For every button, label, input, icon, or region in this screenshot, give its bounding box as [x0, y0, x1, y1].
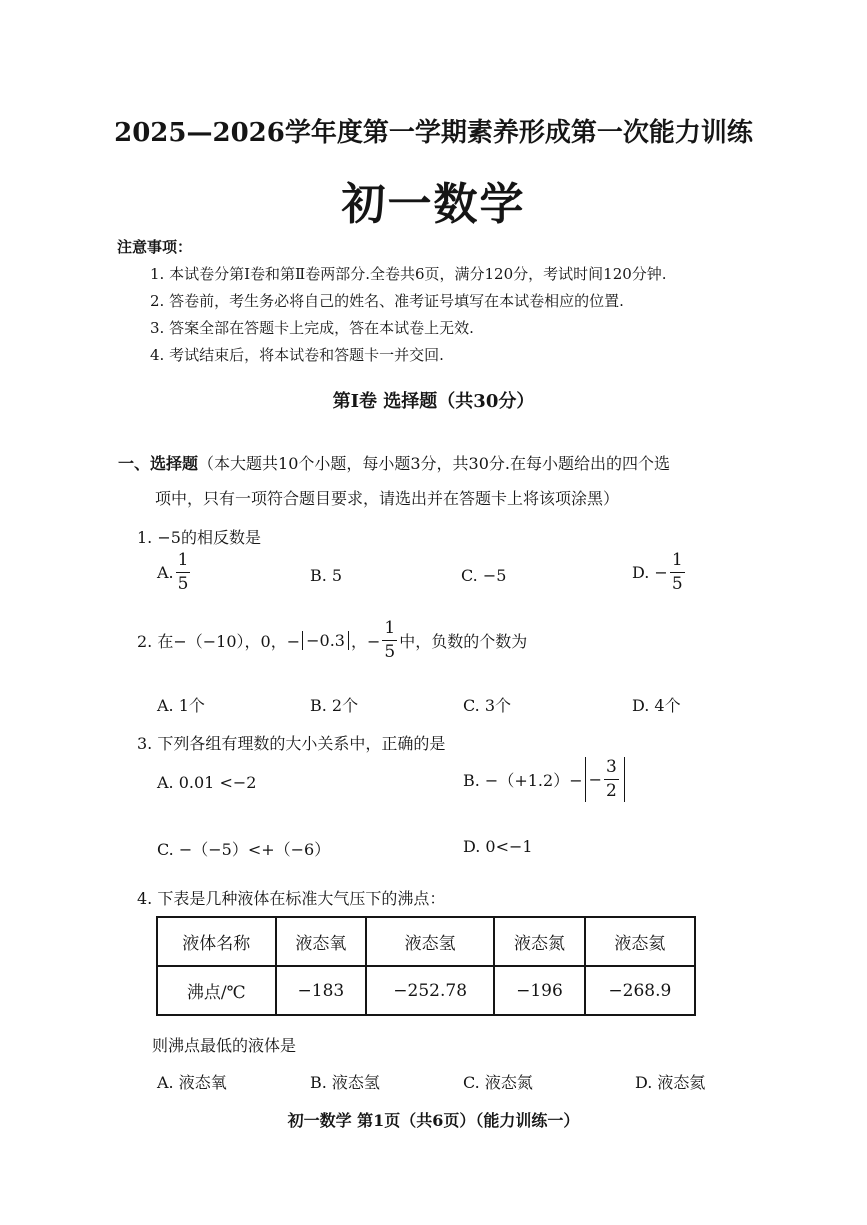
exam-title: 2025—2026学年度第一学期素养形成第一次能力训练	[114, 118, 753, 148]
question-2-stem-part3: 中，负数的个数为	[399, 632, 528, 651]
question-2-stem	[137, 620, 527, 661]
question-1-option-b: B. 5	[310, 566, 343, 585]
fraction-numerator: 1	[176, 552, 191, 573]
boiling-point-table	[156, 916, 696, 1016]
section-intro-label: 一、选择题	[118, 454, 199, 473]
fraction	[382, 620, 397, 661]
table-cell: 液态氢	[366, 917, 494, 966]
fraction-numerator: 1	[670, 552, 685, 573]
question-2-option-d: D. 4个	[632, 696, 681, 715]
question-3-option-c: C. −（−5）<+（−6）	[157, 840, 331, 859]
question-3-option-d: D. 0<−1	[463, 837, 533, 856]
question-2-option-c: C. 3个	[463, 696, 512, 715]
question-4-option-d: D. 液态氦	[635, 1073, 706, 1092]
section-intro-text: （本大题共10个小题，每小题3分，共30分.在每小题给出的四个选	[198, 454, 671, 473]
notice-item-3: 3. 答案全部在答题卡上完成，答在本试卷上无效.	[150, 319, 474, 337]
table-cell: −268.9	[585, 966, 695, 1015]
table-cell: −196	[494, 966, 585, 1015]
option-d-label: D. −	[632, 563, 668, 582]
notice-item-2: 2. 答卷前，考生务必将自己的姓名、准考证号填写在本试卷相应的位置.	[150, 292, 624, 310]
table-row	[157, 966, 695, 1015]
table-header-row	[157, 917, 695, 966]
question-4-option-c: C. 液态氮	[463, 1073, 533, 1092]
fraction-numerator: 1	[382, 620, 397, 641]
page-footer: 初一数学 第1页（共6页）（能力训练一）	[287, 1111, 580, 1130]
question-4-prompt: 则沸点最低的液体是	[152, 1036, 297, 1055]
notice-item-1: 1. 本试卷分第Ⅰ卷和第Ⅱ卷两部分.全卷共6页，满分120分，考试时间120分钟.	[150, 265, 667, 283]
question-2-option-a: A. 1个	[157, 696, 205, 715]
question-4-option-b: B. 液态氢	[310, 1073, 380, 1092]
table-cell: 液态氦	[585, 917, 695, 966]
notice-item-4: 4. 考试结束后，将本试卷和答题卡一并交回.	[150, 346, 444, 364]
fraction	[604, 759, 619, 800]
question-4-option-a: A. 液态氧	[157, 1073, 227, 1092]
fraction-numerator: 3	[604, 759, 619, 780]
fraction-denominator: 5	[177, 574, 189, 594]
subject-title: 初一数学	[341, 179, 526, 230]
option-a-label: A.	[157, 563, 174, 582]
fraction	[176, 552, 191, 593]
section-intro-line1	[118, 451, 670, 474]
fraction-denominator: 2	[606, 781, 617, 801]
option-b-expression: B. −（+1.2）−	[463, 771, 583, 790]
question-3-stem: 3. 下列各组有理数的大小关系中，正确的是	[137, 734, 446, 753]
fraction-denominator: 5	[384, 642, 396, 662]
question-3-option-b	[463, 757, 627, 802]
section-heading: 第Ⅰ卷 选择题（共30分）	[332, 391, 535, 412]
table-cell: 液体名称	[157, 917, 276, 966]
absolute-value	[585, 757, 625, 802]
absolute-value: −0.3	[302, 631, 349, 650]
fraction-denominator: 5	[671, 574, 683, 594]
question-4-stem: 4. 下表是几种液体在标准大气压下的沸点：	[137, 889, 446, 908]
question-2-stem-part2: ，−	[350, 632, 381, 651]
notice-heading: 注意事项：	[117, 238, 193, 256]
section-intro-line2: 项中，只有一项符合题目要求，请选出并在答题卡上将该项涂黑）	[155, 489, 620, 508]
fraction	[670, 552, 685, 593]
question-1-stem: 1. −5的相反数是	[137, 528, 261, 547]
question-1-option-c: C. −5	[461, 566, 507, 585]
negative-sign: −	[588, 770, 603, 789]
question-2-option-b: B. 2个	[310, 696, 359, 715]
table-cell: −183	[276, 966, 367, 1015]
question-2-stem-part1: 2. 在−（−10），0，−	[137, 632, 301, 651]
table-cell: −252.78	[366, 966, 494, 1015]
question-1-option-d	[632, 552, 687, 593]
table-cell: 沸点/℃	[157, 966, 276, 1015]
question-3-option-a: A. 0.01 <−2	[157, 773, 257, 792]
table-cell: 液态氮	[494, 917, 585, 966]
question-1-option-a	[157, 552, 192, 593]
table-cell: 液态氧	[276, 917, 367, 966]
